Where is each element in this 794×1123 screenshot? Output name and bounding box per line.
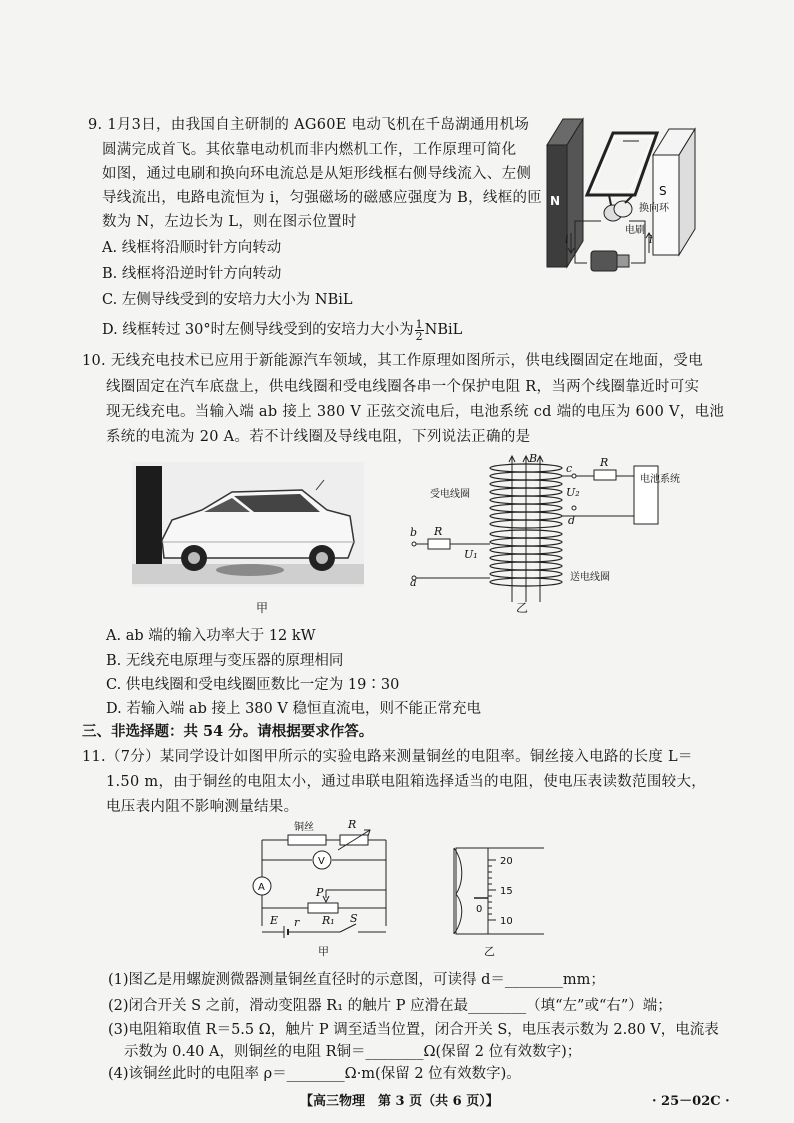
micrometer-reading	[448, 838, 548, 938]
fraction-half	[415, 319, 424, 342]
battery-label-text: 电池系统	[640, 474, 680, 485]
frac-den: 2	[415, 329, 423, 343]
car-charging-photo	[132, 462, 364, 587]
p-slider-label: P	[316, 886, 324, 899]
current-label-right: i	[649, 233, 653, 246]
q9-line-1: 9. 1月3日，由我国自主研制的 AG60E 电动飞机在千岛湖通用机场	[88, 117, 530, 133]
battery-label	[640, 472, 680, 485]
tick-10: 10	[500, 916, 513, 927]
q11-sub-2[interactable]: (2)闭合开关 S 之前，滑动变阻器 R₁ 的触片 P 应滑在最________（填“左”或“右”）端；	[108, 998, 672, 1014]
voltmeter-symbol: V	[318, 856, 325, 867]
q9-line-2: 圆满完成首飞。其依靠电动机而非内燃机工作，工作原理可简化	[102, 142, 517, 158]
q11-line-2: 1.50 m，由于铜丝的电阻太小，通过串联电阻箱选择适当的电阻，使电压表读数范围较大，	[106, 774, 707, 790]
u1-label: U₁	[464, 548, 478, 561]
q10-fig-yi-caption: 乙	[516, 601, 529, 615]
q10-option-c[interactable]: C. 供电线圈和受电线圈匝数比一定为 19∶30	[106, 677, 400, 693]
send-coil-label: 送电线圈	[570, 572, 610, 583]
a-terminal-label: a	[410, 576, 417, 589]
q11-sub-3-cont[interactable]: 示数为 0.40 A，则铜丝的电阻 R铜＝________Ω(保留 2 位有效数字)；	[124, 1044, 582, 1060]
ammeter-symbol: A	[258, 882, 265, 893]
q9-line-5: 数为 N，左边长为 L，则在图示位置时	[102, 214, 357, 230]
commutator-label: 换向环	[639, 203, 669, 214]
q11-sub-1[interactable]: (1)图乙是用螺旋测微器测量铜丝直径时的示意图，可读得 d＝________mm；	[108, 972, 605, 988]
q10-line-1: 10. 无线充电技术已应用于新能源汽车领域，其工作原理如图所示，供电线圈固定在地面，受电	[82, 353, 703, 369]
n-pole-label: N	[550, 194, 561, 208]
q9-option-a[interactable]: A. 线框将沿顺时针方向转动	[102, 240, 282, 256]
r-box-label: R	[348, 818, 357, 831]
current-label-left: i	[565, 233, 569, 246]
c-label: c	[566, 462, 573, 475]
exam-code: · 25－02C ·	[652, 1094, 730, 1109]
q11-line-1: 11.（7分）某同学设计如图甲所示的实验电路来测量铜丝的电阻率。铜丝接入电路的长度 L＝	[82, 749, 693, 765]
q10-option-d[interactable]: D. 若输入端 ab 接上 380 V 稳恒直流电，则不能正常充电	[106, 701, 481, 717]
tick-20: 20	[500, 856, 513, 867]
b-terminal-label: b	[410, 526, 418, 539]
wireless-charging-diagram	[408, 452, 680, 612]
u2-label: U₂	[566, 486, 580, 499]
b-field-label: B	[529, 452, 538, 465]
r-label-top: R	[600, 456, 609, 469]
r-label-bottom: R	[434, 525, 443, 538]
q11-sub-3[interactable]: (3)电阻箱取值 R＝5.5 Ω，触片 P 调至适当位置，闭合开关 S，电压表示数为 2.80 V，电流表	[108, 1022, 719, 1038]
q10-line-2: 线圈固定在汽车底盘上，供电线圈和受电线圈各串一个保护电阻 R，当两个线圈靠近时可实	[106, 379, 700, 395]
switch-label: S	[350, 912, 358, 925]
frac-num: 1	[415, 317, 423, 331]
motor-diagram	[545, 105, 705, 275]
q10-line-4: 系统的电流为 20 A。若不计线圈及导线电阻，下列说法正确的是	[106, 429, 531, 445]
emf-label: E	[270, 914, 279, 927]
q10-fig-jia-caption: 甲	[256, 601, 269, 615]
q9-line-4: 导线流出，电路电流恒为 i，匀强磁场的磁感应强度为 B，线框的匝	[102, 190, 543, 206]
brush-label: 电刷	[625, 225, 645, 236]
d-label: d	[568, 514, 576, 527]
q9-option-d[interactable]	[102, 318, 462, 342]
copper-wire-label: 铜丝	[294, 822, 314, 833]
section-heading: 三、非选择题：共 54 分。请根据要求作答。	[82, 723, 374, 740]
q11-fig-yi-caption: 乙	[484, 945, 495, 958]
internal-r-label: r	[294, 916, 300, 929]
q10-option-b[interactable]: B. 无线充电原理与变压器的原理相同	[106, 653, 344, 669]
measurement-circuit	[240, 816, 400, 940]
page-footer: 【高三物理 第 3 页（共 6 页）】	[300, 1094, 499, 1109]
q9-option-c[interactable]: C. 左侧导线受到的安培力大小为 NBiL	[102, 292, 353, 308]
s-pole-label: S	[659, 184, 667, 198]
receive-coil-label: 受电线圈	[430, 489, 470, 500]
q9-option-d-text: D. 线框转过 30°时左侧导线受到的安培力大小为	[102, 322, 414, 338]
q10-option-a[interactable]: A. ab 端的输入功率大于 12 kW	[106, 628, 316, 644]
tick-0: 0	[476, 904, 483, 915]
q11-line-3: 电压表内阻不影响测量结果。	[106, 799, 299, 815]
q10-line-3: 现无线充电。当输入端 ab 接上 380 V 正弦交流电后，电池系统 cd 端的电压为 600 V，电池	[106, 404, 725, 420]
q9-line-3: 如图，通过电刷和换向环电流总是从矩形线框右侧导线流入、左侧	[102, 166, 532, 182]
q11-fig-jia-caption: 甲	[318, 945, 329, 958]
q11-sub-4[interactable]: (4)该铜丝此时的电阻率 ρ＝________Ω·m(保留 2 位有效数字)。	[108, 1066, 521, 1082]
r1-label: R₁	[322, 914, 335, 927]
q9-option-b[interactable]: B. 线框将沿逆时针方向转动	[102, 266, 282, 282]
tick-15: 15	[500, 886, 513, 897]
q9-option-d-tail: NBiL	[424, 322, 463, 338]
